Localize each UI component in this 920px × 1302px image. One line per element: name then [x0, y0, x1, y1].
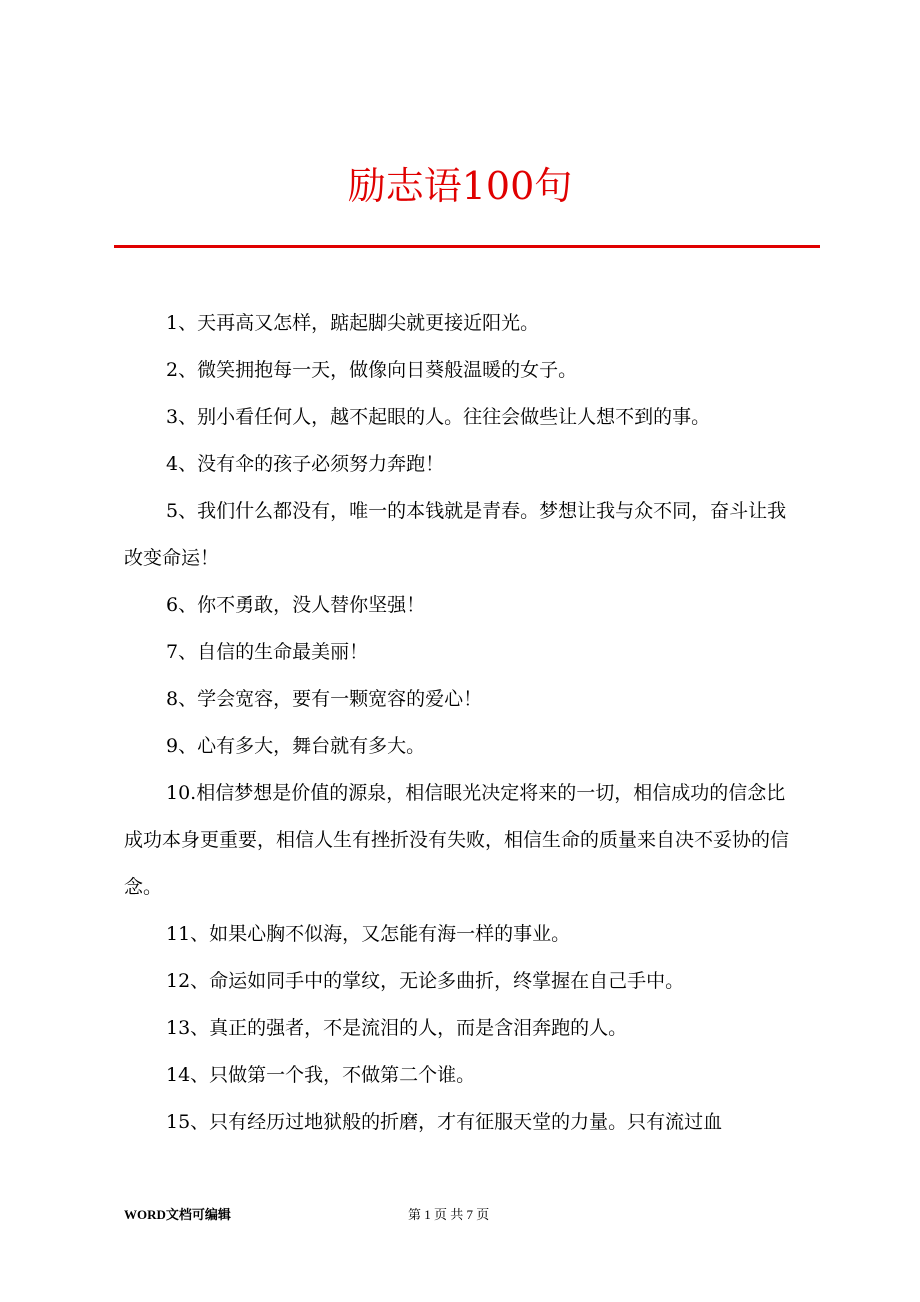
paragraph-8: 8、学会宽容，要有一颗宽容的爱心！ — [166, 688, 483, 710]
document-title: 励志语100句 — [347, 164, 573, 208]
paragraph-9: 9、心有多大，舞台就有多大。 — [166, 735, 426, 757]
paragraph-1: 1、天再高又怎样，踮起脚尖就更接近阳光。 — [166, 312, 540, 334]
document-body — [124, 300, 804, 1146]
paragraph-2: 2、微笑拥抱每一天，做像向日葵般温暖的女子。 — [166, 359, 578, 381]
paragraph-15: 15、只有经历过地狱般的折磨，才有征服天堂的力量。只有流过血 — [166, 1111, 723, 1133]
paragraph-11: 11、如果心胸不似海，又怎能有海一样的事业。 — [166, 923, 571, 945]
paragraph-3: 3、别小看任何人，越不起眼的人。往往会做些让人想不到的事。 — [166, 406, 711, 428]
footer-editable-label: WORD文档可编辑 — [124, 1207, 231, 1222]
paragraph-4: 4、没有伞的孩子必须努力奔跑！ — [166, 453, 445, 475]
paragraph-12: 12、命运如同手中的掌纹，无论多曲折，终掌握在自己手中。 — [166, 970, 685, 992]
paragraph-6: 6、你不勇敢，没人替你坚强！ — [166, 594, 426, 616]
paragraph-5: 5、我们什么都没有，唯一的本钱就是青春。梦想让我与众不同，奋斗让我改变命运！ — [124, 500, 787, 569]
footer-page-number: 第 1 页 共 7 页 — [408, 1207, 490, 1222]
paragraph-14: 14、只做第一个我，不做第二个谁。 — [166, 1064, 476, 1086]
title-divider — [114, 245, 820, 248]
paragraph-7: 7、自信的生命最美丽！ — [166, 641, 369, 663]
paragraph-10: 10.相信梦想是价值的源泉，相信眼光决定将来的一切，相信成功的信念比成功本身更重要，相信人生有挫折没有失败，相信生命的质量来自决不妥协的信念。 — [124, 782, 790, 898]
paragraph-13: 13、真正的强者，不是流泪的人，而是含泪奔跑的人。 — [166, 1017, 628, 1039]
